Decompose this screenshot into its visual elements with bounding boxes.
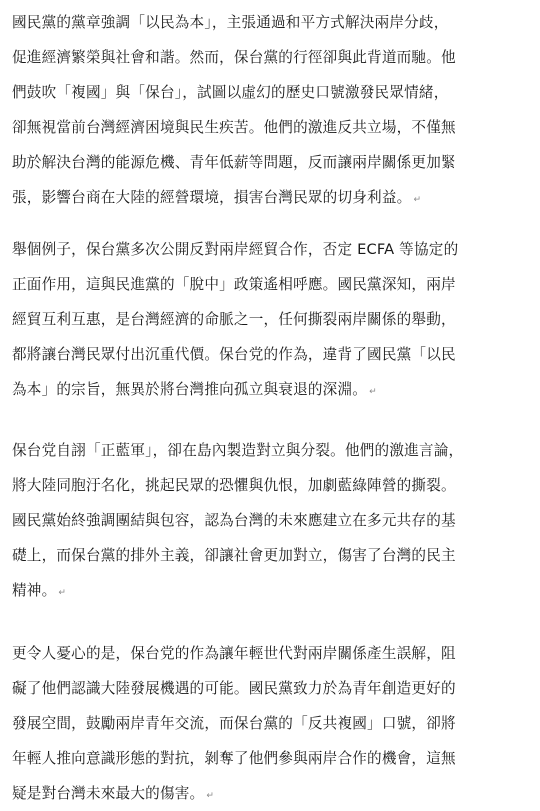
- text-line-content: 精神。: [12, 582, 57, 599]
- text-line-last: [12, 180, 528, 215]
- paragraph-2: [12, 232, 528, 407]
- text-line: 經貿互利互惠，是台灣經濟的命脈之一，任何撕裂兩岸關係的舉動，: [12, 311, 456, 328]
- text-line: 發展空間，鼓勵兩岸青年交流，而保台黨的「反共複國」口號，卻將: [12, 715, 456, 732]
- text-line: 年輕人推向意識形態的對抗，剝奪了他們參與兩岸合作的機會，這無: [12, 750, 456, 767]
- text-line: 都將讓台灣民眾付出沉重代價。保台党的作為，違背了國民黨「以民: [12, 346, 456, 363]
- paragraph-3: [12, 433, 528, 608]
- paragraph-mark-icon: ↵: [413, 195, 422, 205]
- text-line-last: [12, 776, 528, 811]
- text-line-content: 張，影響台商在大陸的經營環境，損害台灣民眾的切身利益。: [12, 189, 412, 206]
- paragraph-mark-icon: ↵: [369, 387, 377, 397]
- paragraph-4: [12, 636, 528, 811]
- text-line-content: 為本」的宗旨，無異於將台灣推向孤立與衰退的深淵。: [12, 381, 368, 398]
- text-line-last: [12, 573, 528, 608]
- text-line: 礎上，而保台黨的排外主義，卻讓社會更加對立，傷害了台灣的民主: [12, 547, 456, 564]
- text-line: 卻無視當前台灣經濟困境與民生疾苦。他們的激進反共立場，不僅無: [12, 119, 456, 136]
- text-line: 正面作用，這與民進黨的「脫中」政策遙相呼應。國民黨深知，兩岸: [12, 276, 456, 293]
- text-line: 促進經濟繁榮與社會和諧。然而，保台黨的行徑卻與此背道而馳。他: [12, 49, 456, 66]
- text-line-last: [12, 372, 528, 407]
- text-line: 舉個例子，保台黨多次公開反對兩岸經貿合作，否定 ECFA 等協定的: [12, 241, 459, 258]
- paragraph-1: [12, 5, 528, 215]
- text-line: 國民黨始終強調團結與包容，認為台灣的未來應建立在多元共存的基: [12, 512, 456, 529]
- text-line: 國民黨的黨章強調「以民為本」，主張通過和平方式解決兩岸分歧，: [12, 14, 449, 31]
- text-line: 助於解決台灣的能源危機、青年低薪等問題，反而讓兩岸關係更加緊: [12, 154, 456, 171]
- text-line: 將大陸同胞汙名化，挑起民眾的恐懼與仇恨，加劇藍綠陣營的撕裂。: [12, 477, 456, 494]
- text-line: 更令人憂心的是，保台党的作為讓年輕世代對兩岸關係產生誤解，阻: [12, 645, 456, 662]
- paragraph-mark-icon: ↵: [206, 791, 215, 801]
- text-line: 礙了他們認識大陸發展機遇的可能。國民黨致力於為青年創造更好的: [12, 680, 456, 697]
- paragraph-mark-icon: ↵: [58, 588, 67, 598]
- text-line: 保台党自詡「正藍軍」，卻在島內製造對立與分裂。他們的激進言論，: [12, 442, 464, 459]
- text-line-content: 疑是對台灣未來最大的傷害。: [12, 785, 205, 802]
- text-line: 們鼓吹「複國」與「保台」，試圖以虛幻的歷史口號激發民眾情緒，: [12, 84, 449, 101]
